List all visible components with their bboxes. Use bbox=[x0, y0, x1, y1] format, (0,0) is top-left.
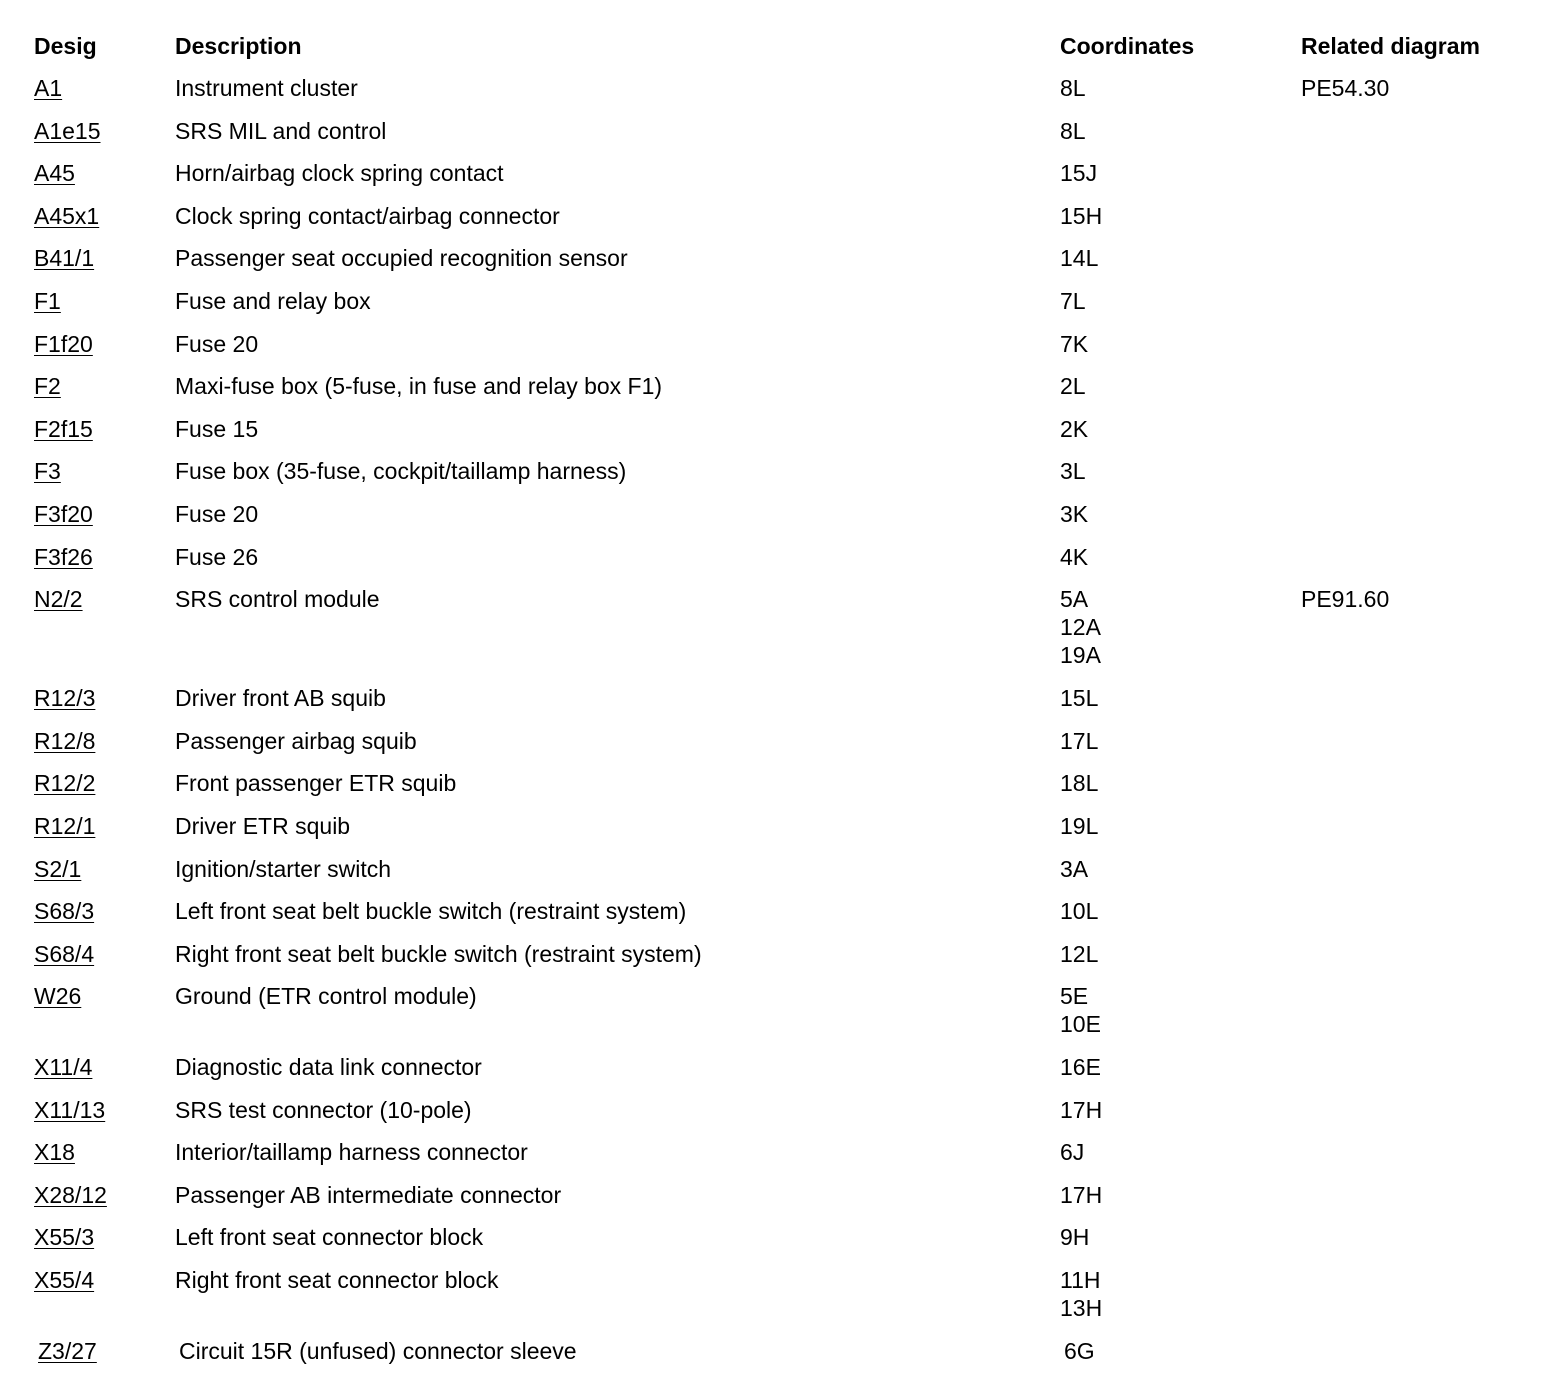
designation-link[interactable]: F1f20 bbox=[34, 330, 93, 357]
coordinate-value: 17H bbox=[1060, 1181, 1103, 1208]
header-desig: Desig bbox=[34, 33, 97, 59]
coordinates-cell bbox=[1060, 812, 1098, 840]
coordinates-cell bbox=[1060, 684, 1098, 712]
description-cell: Fuse 15 bbox=[175, 415, 259, 442]
designation-link[interactable]: F3 bbox=[34, 458, 61, 485]
description-cell: Right front seat belt buckle switch (restraint system) bbox=[175, 940, 702, 967]
component-table bbox=[0, 74, 1568, 1379]
designation-link[interactable]: S68/3 bbox=[34, 898, 95, 925]
designation-link[interactable]: S68/4 bbox=[34, 940, 95, 967]
description-cell: Instrument cluster bbox=[175, 75, 358, 101]
coordinates-cell bbox=[1060, 244, 1098, 272]
designation-link[interactable]: R12/3 bbox=[34, 685, 96, 712]
table-row bbox=[0, 117, 1568, 160]
description-cell: Circuit 15R (unfused) connector sleeve bbox=[179, 1337, 577, 1364]
description-cell: Interior/taillamp harness connector bbox=[175, 1139, 528, 1166]
table-row bbox=[0, 287, 1568, 330]
coordinates-cell bbox=[1060, 74, 1086, 102]
designation-link[interactable]: R12/2 bbox=[34, 770, 96, 797]
table-row bbox=[0, 1181, 1568, 1224]
table-row bbox=[0, 543, 1568, 586]
coordinate-value: 6G bbox=[1064, 1337, 1095, 1364]
coordinate-value: 17L bbox=[1060, 727, 1099, 754]
table-row bbox=[0, 585, 1568, 684]
designation-link[interactable]: F2 bbox=[34, 373, 61, 400]
description-cell: Driver ETR squib bbox=[175, 812, 351, 839]
coordinates-cell bbox=[1060, 1266, 1102, 1322]
coordinate-value: 14L bbox=[1060, 245, 1099, 272]
table-row bbox=[0, 74, 1568, 117]
coordinate-value: 4K bbox=[1060, 543, 1089, 570]
coordinates-cell bbox=[1060, 415, 1088, 443]
header-coordinates: Coordinates bbox=[1060, 33, 1195, 59]
description-cell: Passenger seat occupied recognition sensor bbox=[175, 245, 628, 272]
coordinate-value: 2L bbox=[1060, 373, 1086, 400]
description-cell: Right front seat connector block bbox=[175, 1267, 499, 1294]
coordinate-value: 8L bbox=[1060, 75, 1086, 101]
designation-link[interactable]: X11/4 bbox=[34, 1054, 93, 1081]
designation-cell bbox=[34, 855, 81, 883]
designation-cell bbox=[34, 812, 95, 840]
related-diagram-cell: PE54.30 bbox=[1301, 75, 1390, 101]
coordinates-cell bbox=[1060, 855, 1088, 883]
designation-link[interactable]: X28/12 bbox=[34, 1181, 107, 1208]
coordinate-value: 5E bbox=[1060, 983, 1089, 1010]
header-related-diagram: Related diagram bbox=[1301, 33, 1480, 59]
designation-link[interactable]: A1 bbox=[34, 75, 63, 101]
table-row bbox=[0, 372, 1568, 415]
designation-cell bbox=[34, 727, 95, 755]
table-row bbox=[0, 1096, 1568, 1139]
header-description: Description bbox=[175, 33, 302, 59]
coordinate-value: 7K bbox=[1060, 330, 1089, 357]
designation-link[interactable]: A1e15 bbox=[34, 117, 101, 144]
designation-link[interactable]: B41/1 bbox=[34, 245, 95, 272]
designation-link[interactable]: X11/13 bbox=[34, 1096, 106, 1123]
description-cell: Ground (ETR control module) bbox=[175, 983, 477, 1010]
table-row bbox=[0, 855, 1568, 898]
designation-link[interactable]: Z3/27 bbox=[38, 1337, 97, 1364]
designation-link[interactable]: F2f15 bbox=[34, 415, 93, 442]
designation-link[interactable]: R12/1 bbox=[34, 812, 96, 839]
coordinate-value: 3K bbox=[1060, 500, 1089, 527]
coordinates-cell bbox=[1060, 372, 1086, 400]
designation-link[interactable]: S2/1 bbox=[34, 855, 82, 882]
designation-cell bbox=[34, 769, 95, 797]
coordinates-cell bbox=[1060, 159, 1097, 187]
description-cell: Fuse 26 bbox=[175, 543, 259, 570]
coordinates-cell bbox=[1060, 940, 1098, 968]
coordinates-cell bbox=[1060, 1223, 1089, 1251]
description-cell: Fuse 20 bbox=[175, 330, 259, 357]
table-header bbox=[0, 32, 1568, 60]
coordinate-value: 19L bbox=[1060, 812, 1099, 839]
coordinates-cell bbox=[1060, 897, 1098, 925]
designation-cell bbox=[34, 500, 93, 528]
designation-link[interactable]: A45x1 bbox=[34, 202, 100, 229]
description-cell: Diagnostic data link connector bbox=[175, 1054, 482, 1081]
coordinates-cell bbox=[1060, 543, 1088, 571]
designation-link[interactable]: R12/8 bbox=[34, 727, 96, 754]
table-row bbox=[0, 812, 1568, 855]
designation-cell bbox=[34, 159, 75, 187]
table-row bbox=[0, 940, 1568, 983]
coordinate-value: 18L bbox=[1060, 770, 1099, 797]
designation-cell bbox=[34, 372, 61, 400]
coordinate-value: 15J bbox=[1060, 160, 1098, 187]
coordinates-cell bbox=[1060, 1138, 1084, 1166]
designation-cell bbox=[34, 940, 94, 968]
designation-link[interactable]: X55/4 bbox=[34, 1267, 95, 1294]
table-row bbox=[0, 500, 1568, 543]
coordinates-cell bbox=[1060, 1181, 1102, 1209]
designation-cell bbox=[34, 982, 81, 1010]
table-row bbox=[0, 330, 1568, 373]
coordinate-value: 9H bbox=[1060, 1224, 1090, 1251]
table-row bbox=[0, 159, 1568, 202]
designation-link[interactable]: N2/2 bbox=[34, 586, 83, 613]
coordinate-value: 19A bbox=[1060, 642, 1101, 669]
coordinate-value: 15H bbox=[1060, 202, 1103, 229]
coordinate-value: 11H bbox=[1060, 1267, 1101, 1294]
coordinate-value: 17H bbox=[1060, 1096, 1103, 1123]
designation-cell bbox=[34, 684, 95, 712]
designation-cell bbox=[34, 1223, 94, 1251]
designation-cell bbox=[34, 287, 61, 315]
designation-cell bbox=[34, 1053, 92, 1081]
description-cell: Maxi-fuse box (5-fuse, in fuse and relay box F1) bbox=[175, 373, 663, 400]
description-cell: Fuse and relay box bbox=[175, 287, 371, 314]
designation-cell bbox=[34, 1096, 105, 1124]
table-row bbox=[0, 769, 1568, 812]
coordinates-cell bbox=[1060, 287, 1086, 315]
table-row bbox=[0, 415, 1568, 458]
designation-cell bbox=[34, 1138, 75, 1166]
designation-cell bbox=[34, 415, 93, 443]
coordinate-value: 12L bbox=[1060, 940, 1099, 967]
designation-cell bbox=[34, 202, 99, 230]
designation-cell bbox=[38, 1337, 97, 1365]
coordinates-cell bbox=[1064, 1337, 1095, 1365]
table-row bbox=[0, 457, 1568, 500]
designation-cell bbox=[34, 585, 83, 613]
table-row bbox=[0, 1266, 1568, 1337]
table-row bbox=[0, 727, 1568, 770]
table-row bbox=[0, 1337, 1568, 1380]
coordinate-value: 16E bbox=[1060, 1054, 1101, 1081]
description-cell: Horn/airbag clock spring contact bbox=[175, 160, 504, 187]
designation-cell bbox=[34, 74, 62, 102]
designation-cell bbox=[34, 117, 101, 145]
designation-cell bbox=[34, 1181, 107, 1209]
designation-cell bbox=[34, 457, 61, 485]
designation-cell bbox=[34, 1266, 94, 1294]
table-row bbox=[0, 1223, 1568, 1266]
description-cell: SRS MIL and control bbox=[175, 117, 387, 144]
coordinate-value: 15L bbox=[1060, 685, 1099, 712]
designation-link[interactable]: F1 bbox=[34, 287, 61, 314]
table-row bbox=[0, 244, 1568, 287]
description-cell: Front passenger ETR squib bbox=[175, 770, 457, 797]
designation-link[interactable]: A45 bbox=[34, 160, 75, 187]
designation-link[interactable]: X55/3 bbox=[34, 1224, 95, 1251]
description-cell: Clock spring contact/airbag connector bbox=[175, 202, 560, 229]
coordinate-value: 5A bbox=[1060, 586, 1089, 613]
coordinate-value: 3L bbox=[1060, 458, 1086, 485]
coordinate-value: 7L bbox=[1060, 287, 1086, 314]
designation-cell bbox=[34, 543, 93, 571]
coordinates-cell bbox=[1060, 1096, 1102, 1124]
description-cell: Left front seat belt buckle switch (restraint system) bbox=[175, 898, 687, 925]
coordinate-value: 6J bbox=[1060, 1139, 1085, 1166]
description-cell: Passenger airbag squib bbox=[175, 727, 417, 754]
coordinates-cell bbox=[1060, 727, 1098, 755]
description-cell: Passenger AB intermediate connector bbox=[175, 1181, 562, 1208]
table-row bbox=[0, 1138, 1568, 1181]
table-row bbox=[0, 202, 1568, 245]
coordinates-cell bbox=[1060, 769, 1098, 797]
designation-link[interactable]: F3f26 bbox=[34, 543, 93, 570]
related-diagram-cell: PE91.60 bbox=[1301, 586, 1390, 613]
table-row bbox=[0, 684, 1568, 727]
description-cell: SRS control module bbox=[175, 586, 380, 613]
coordinate-value: 8L bbox=[1060, 117, 1086, 144]
description-cell: Ignition/starter switch bbox=[175, 855, 392, 882]
coordinates-cell bbox=[1060, 202, 1102, 230]
description-cell: SRS test connector (10-pole) bbox=[175, 1096, 472, 1123]
coordinate-value: 10E bbox=[1060, 1011, 1101, 1038]
coordinates-cell bbox=[1060, 1053, 1101, 1081]
table-row bbox=[0, 982, 1568, 1053]
coordinate-value: 13H bbox=[1060, 1295, 1103, 1322]
designation-cell bbox=[34, 330, 93, 358]
description-cell: Fuse box (35-fuse, cockpit/taillamp harness) bbox=[175, 458, 627, 485]
designation-link[interactable]: X18 bbox=[34, 1139, 75, 1166]
table-row bbox=[0, 1053, 1568, 1096]
coordinate-value: 2K bbox=[1060, 415, 1089, 442]
designation-link[interactable]: F3f20 bbox=[34, 500, 93, 527]
coordinates-cell bbox=[1060, 457, 1086, 485]
description-cell: Fuse 20 bbox=[175, 500, 259, 527]
designation-cell bbox=[34, 897, 94, 925]
coordinates-cell bbox=[1060, 500, 1088, 528]
coordinates-cell bbox=[1060, 585, 1101, 669]
coordinates-cell bbox=[1060, 117, 1086, 145]
coordinate-value: 12A bbox=[1060, 614, 1101, 641]
designation-link[interactable]: W26 bbox=[34, 983, 82, 1010]
coordinates-cell bbox=[1060, 330, 1088, 358]
description-cell: Left front seat connector block bbox=[175, 1224, 484, 1251]
coordinates-cell bbox=[1060, 982, 1101, 1038]
coordinate-value: 3A bbox=[1060, 855, 1089, 882]
designation-cell bbox=[34, 244, 94, 272]
description-cell: Driver front AB squib bbox=[175, 685, 386, 712]
table-row bbox=[0, 897, 1568, 940]
coordinate-value: 10L bbox=[1060, 898, 1099, 925]
